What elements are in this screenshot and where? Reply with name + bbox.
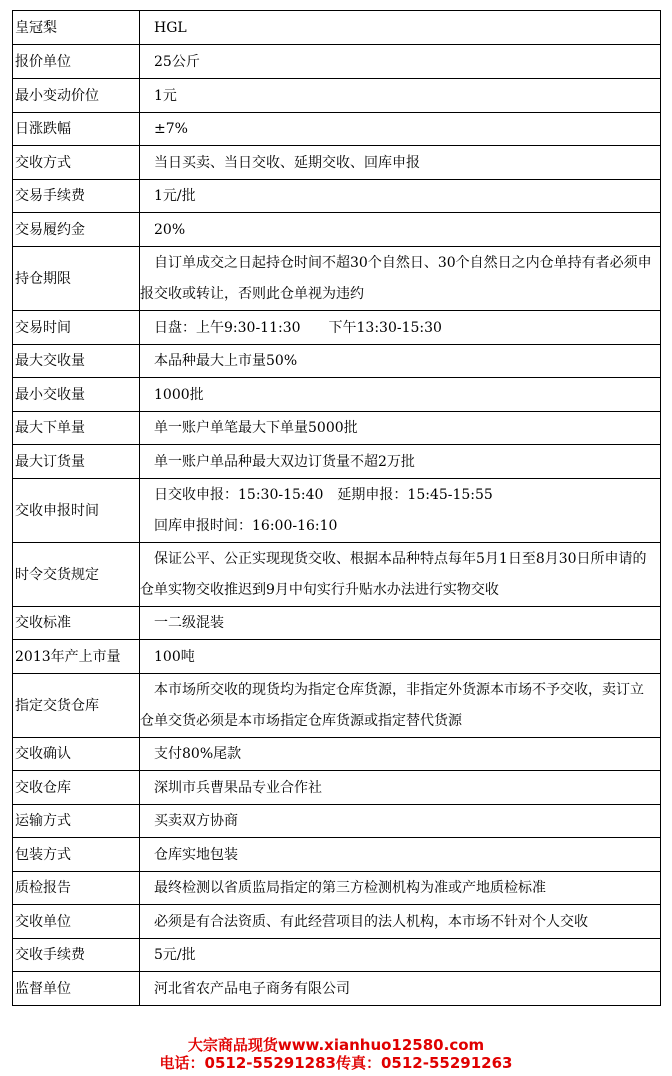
row-value-text: 保证公平、公正实现现货交收、根据本品种特点每年5月1日至8月30日所申请的仓单实物交收推迟到9月中旬实行升贴水办法进行实物交收 bbox=[140, 550, 647, 598]
row-label: 交收方式 bbox=[13, 146, 140, 180]
row-value: 河北省农产品电子商务有限公司 bbox=[140, 972, 661, 1006]
table-row bbox=[13, 445, 661, 479]
table-row bbox=[13, 378, 661, 412]
table-row bbox=[13, 872, 661, 905]
row-value: 支付80%尾款 bbox=[140, 738, 661, 771]
row-label: 最小交收量 bbox=[13, 378, 140, 412]
row-value: 1元/批 bbox=[140, 180, 661, 213]
table-row bbox=[13, 805, 661, 838]
row-value-text: 本市场所交收的现货均为指定仓库货源，非指定外货源本市场不予交收，卖订立仓单交货必须是本市场指定仓库货源或指定替代货源 bbox=[140, 681, 644, 729]
row-value: 一二级混装 bbox=[140, 607, 661, 640]
row-value: 100吨 bbox=[140, 640, 661, 674]
table-row bbox=[13, 412, 661, 445]
row-value: 当日买卖、当日交收、延期交收、回库申报 bbox=[140, 146, 661, 180]
row-value-line: 回库申报时间：16:00-16:10 bbox=[154, 517, 338, 534]
row-value: 本品种最大上市量50% bbox=[140, 345, 661, 378]
row-value: 买卖双方协商 bbox=[140, 805, 661, 838]
table-row bbox=[13, 79, 661, 113]
row-label: 交收申报时间 bbox=[13, 479, 140, 543]
row-label: 交收单位 bbox=[13, 905, 140, 939]
row-label: 持仓期限 bbox=[13, 247, 140, 311]
row-label: 最大订货量 bbox=[13, 445, 140, 479]
table-row bbox=[13, 905, 661, 939]
table-row bbox=[13, 838, 661, 872]
row-label: 交易时间 bbox=[13, 311, 140, 345]
table-row bbox=[13, 11, 661, 45]
row-value: 单一账户单笔最大下单量5000批 bbox=[140, 412, 661, 445]
table-row bbox=[13, 146, 661, 180]
row-label: 皇冠梨 bbox=[13, 11, 140, 45]
row-label: 交易履约金 bbox=[13, 213, 140, 247]
row-label: 监督单位 bbox=[13, 972, 140, 1006]
row-value: 深圳市兵曹果品专业合作社 bbox=[140, 771, 661, 805]
row-label: 交易手续费 bbox=[13, 180, 140, 213]
row-value: 日盘：上午9:30-11:30 下午13:30-15:30 bbox=[140, 311, 661, 345]
row-value-text: 自订单成交之日起持仓时间不超30个自然日、30个自然日之内仓单持有者必须申报交收或转让，否则此仓单视为违约 bbox=[140, 254, 652, 302]
table-row bbox=[13, 738, 661, 771]
row-value: 1元 bbox=[140, 79, 661, 113]
row-label: 指定交货仓库 bbox=[13, 674, 140, 738]
table-row bbox=[13, 213, 661, 247]
row-label: 交收仓库 bbox=[13, 771, 140, 805]
row-label: 运输方式 bbox=[13, 805, 140, 838]
row-label: 最大交收量 bbox=[13, 345, 140, 378]
table-row bbox=[13, 771, 661, 805]
row-label: 交收手续费 bbox=[13, 939, 140, 972]
row-label: 包装方式 bbox=[13, 838, 140, 872]
row-label: 最大下单量 bbox=[13, 412, 140, 445]
row-value: 最终检测以省质监局指定的第三方检测机构为准或产地质检标准 bbox=[140, 872, 661, 905]
row-value: 25公斤 bbox=[140, 45, 661, 79]
row-label: 交收确认 bbox=[13, 738, 140, 771]
table-row bbox=[13, 113, 661, 146]
row-label: 最小变动价位 bbox=[13, 79, 140, 113]
row-value: 仓库实地包装 bbox=[140, 838, 661, 872]
row-value: ±7% bbox=[140, 113, 661, 146]
table-row bbox=[13, 972, 661, 1006]
row-value: HGL bbox=[140, 11, 661, 45]
table-row bbox=[13, 607, 661, 640]
table-row bbox=[13, 345, 661, 378]
spec-table bbox=[12, 10, 661, 1006]
row-value: 20% bbox=[140, 213, 661, 247]
table-row bbox=[13, 180, 661, 213]
row-label: 日涨跌幅 bbox=[13, 113, 140, 146]
table-row bbox=[13, 311, 661, 345]
table-row bbox=[13, 674, 661, 738]
table-row bbox=[13, 543, 661, 607]
row-value bbox=[140, 674, 661, 738]
table-row bbox=[13, 479, 661, 543]
row-label: 2013年产上市量 bbox=[13, 640, 140, 674]
row-value bbox=[140, 479, 661, 543]
row-label: 报价单位 bbox=[13, 45, 140, 79]
row-value: 单一账户单品种最大双边订货量不超2万批 bbox=[140, 445, 661, 479]
table-row bbox=[13, 640, 661, 674]
footer-contact: 电话：0512-55291283传真：0512-55291263 bbox=[159, 1054, 513, 1072]
footer-website: 大宗商品现货www.xianhuo12580.com bbox=[187, 1036, 485, 1054]
row-label: 交收标准 bbox=[13, 607, 140, 640]
table-row bbox=[13, 939, 661, 972]
row-value bbox=[140, 543, 661, 607]
row-value-line: 日交收申报：15:30-15:40 延期申报：15:45-15:55 bbox=[154, 486, 493, 503]
row-label: 时令交货规定 bbox=[13, 543, 140, 607]
table-row bbox=[13, 45, 661, 79]
row-value: 1000批 bbox=[140, 378, 661, 412]
row-value: 必须是有合法资质、有此经营项目的法人机构，本市场不针对个人交收 bbox=[140, 905, 661, 939]
table-row bbox=[13, 247, 661, 311]
row-label: 质检报告 bbox=[13, 872, 140, 905]
row-value bbox=[140, 247, 661, 311]
row-value: 5元/批 bbox=[140, 939, 661, 972]
